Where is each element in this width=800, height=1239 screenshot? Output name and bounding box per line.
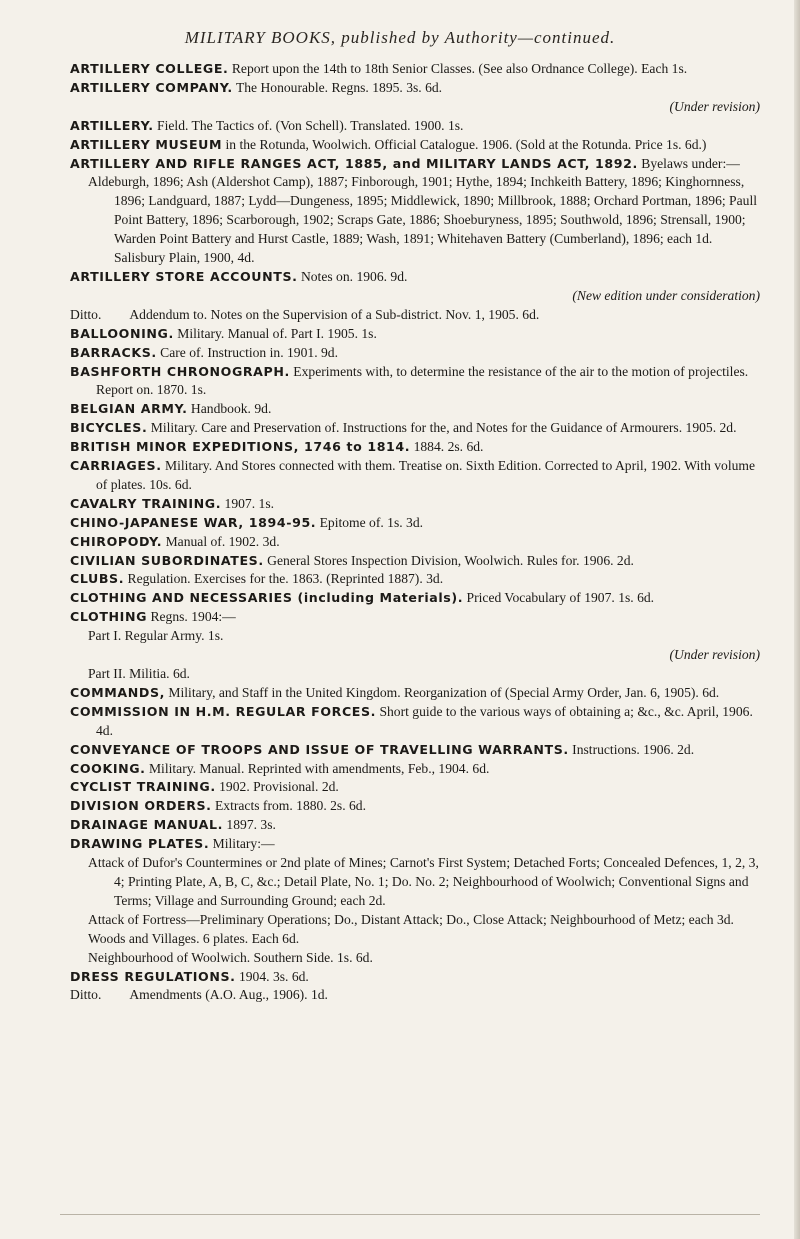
catalogue-entry bbox=[70, 400, 760, 419]
catalogue-entry bbox=[70, 760, 760, 779]
entry-text: Regulation. Exercises for the. 1863. (Reprinted 1887). 3d. bbox=[127, 571, 444, 587]
catalogue-entry bbox=[70, 684, 760, 703]
entry-heading: CAVALRY TRAINING. bbox=[70, 495, 222, 511]
entry-text: Aldeburgh, 1896; Ash (Aldershot Camp), 1887; Finborough, 1901; Hythe, 1894; Inchkeith Battery, 1896; Kinghornness, 1896; Landguard, 1887; Lydd—Dungeness, 1895; Middlewick, 1890; Millbrook, 1888; Orchard Portman, 1896; Paull Point Battery, 1896; Scarborough, 1902; Scraps Gate, 1886; Shoeburyness, 1895; Southwold, 1896; Strensall, 1900; Warden Point Battery and Hurst Castle, 1889; Wash, 1891; Whitehaven Battery (Cumberland), 1896; each 1d. Salisbury Plain, 1900, 4d. bbox=[88, 174, 757, 266]
entry-heading: ARTILLERY COMPANY. bbox=[70, 79, 233, 95]
catalogue-entry bbox=[70, 514, 760, 533]
entry-list bbox=[70, 60, 760, 1005]
sub-entry bbox=[70, 911, 760, 930]
catalogue-entry bbox=[70, 136, 760, 155]
entry-text: Woods and Villages. 6 plates. Each 6d. bbox=[88, 930, 300, 946]
entry-text: Military:— bbox=[212, 836, 275, 852]
entry-text: Part II. Militia. 6d. bbox=[88, 666, 190, 681]
entry-heading: CLUBS. bbox=[70, 571, 125, 587]
sub-entry bbox=[70, 949, 760, 968]
entry-heading: CYCLIST TRAINING. bbox=[70, 779, 216, 795]
entry-text: Military. Manual of. Part I. 1905. 1s. bbox=[177, 325, 377, 341]
catalogue-entry bbox=[70, 589, 760, 608]
entry-text: 1884. 2s. 6d. bbox=[413, 439, 484, 455]
catalogue-entry bbox=[70, 703, 760, 741]
entry-heading: CLOTHING AND NECESSARIES (including Materials). bbox=[70, 590, 464, 606]
entry-text: Military. And Stores connected with them. Treatise on. Sixth Edition. Corrected to April, 1902. With volume of plates. 10s. 6d. bbox=[96, 458, 755, 492]
catalogue-entry bbox=[70, 155, 760, 174]
entry-heading: COMMANDS, bbox=[70, 684, 166, 700]
entry-heading: COMMISSION IN H.M. REGULAR FORCES. bbox=[70, 703, 377, 719]
entry-heading: ARTILLERY. bbox=[70, 117, 154, 133]
catalogue-entry bbox=[70, 60, 760, 79]
sub-entry bbox=[70, 627, 760, 665]
entry-heading: DRESS REGULATIONS. bbox=[70, 968, 236, 984]
entry-text: Part I. Regular Army. 1s. bbox=[88, 628, 224, 644]
entry-text: Short guide to the various ways of obtaining a; &c., &c. April, 1906. 4d. bbox=[96, 703, 753, 738]
entry-heading: CONVEYANCE OF TROOPS AND ISSUE OF TRAVELLING WARRANTS. bbox=[70, 741, 569, 757]
entry-heading: BRITISH MINOR EXPEDITIONS, 1746 to 1814. bbox=[70, 439, 411, 455]
catalogue-entry bbox=[70, 797, 760, 816]
catalogue-entry bbox=[70, 495, 760, 514]
entry-text: 1897. 3s. bbox=[226, 817, 276, 833]
entry-text: Attack of Dufor's Countermines or 2nd plate of Mines; Carnot's First System; Detached Forts; Concealed Defences, 1, 2, 3, 4; Printing Plate, A, B, C, &c.; Detail Plate, No. 1; Do. No. 2; Neighbourhood of Woolwich; Conventional Signs and Terms; Village and Surrounding Ground; each 2d. bbox=[88, 855, 759, 908]
catalogue-entry bbox=[70, 778, 760, 797]
entry-heading: CHINO-JAPANESE WAR, 1894-95. bbox=[70, 514, 317, 530]
catalogue-entry bbox=[70, 968, 760, 987]
entry-text: The Honourable. Regns. 1895. 3s. 6d. bbox=[235, 79, 443, 95]
entry-text: Regns. 1904:— bbox=[150, 609, 236, 625]
catalogue-entry bbox=[70, 117, 760, 136]
catalogue-entry bbox=[70, 986, 760, 1005]
entry-text: Military. Care and Preservation of. Instructions for the, and Notes for the Guidance of Armourers. 1905. 2d. bbox=[150, 420, 737, 436]
entry-heading: ARTILLERY AND RIFLE RANGES ACT, 1885, and MILITARY LANDS ACT, 1892. bbox=[70, 155, 638, 171]
entry-text: Priced Vocabulary of 1907. 1s. 6d. bbox=[466, 590, 655, 606]
entry-heading: BICYCLES. bbox=[70, 420, 148, 436]
entry-text: Handbook. 9d. bbox=[190, 401, 272, 417]
catalogue-entry bbox=[70, 533, 760, 552]
catalogue-entry bbox=[70, 79, 760, 117]
entry-note: (Under revision) bbox=[669, 98, 760, 114]
entry-note: (New edition under consideration) bbox=[572, 287, 760, 303]
entry-ditto: Ditto. bbox=[70, 987, 102, 1003]
catalogue-entry bbox=[70, 741, 760, 760]
running-head: MILITARY BOOKS, published by Authority—continued. bbox=[184, 28, 616, 47]
entry-text: Report upon the 14th to 18th Senior Classes. (See also Ordnance College). Each 1s. bbox=[231, 61, 688, 76]
sub-entry bbox=[70, 665, 760, 684]
catalogue-entry bbox=[70, 438, 760, 457]
entry-text: Care of. Instruction in. 1901. 9d. bbox=[160, 344, 338, 360]
catalogue-entry bbox=[70, 344, 760, 363]
catalogue-entry bbox=[70, 816, 760, 835]
entry-text: 1902. Provisional. 2d. bbox=[219, 779, 339, 795]
catalogue-entry bbox=[70, 419, 760, 438]
catalogue-entry bbox=[70, 552, 760, 571]
sub-entry bbox=[70, 930, 760, 949]
entry-text: Instructions. 1906. 2d. bbox=[572, 741, 695, 757]
sub-entry bbox=[70, 854, 760, 911]
page-bottom-edge bbox=[60, 1214, 760, 1215]
entry-text: Extracts from. 1880. 2s. 6d. bbox=[214, 798, 367, 814]
entry-heading: DRAWING PLATES. bbox=[70, 836, 210, 852]
entry-heading: CLOTHING bbox=[70, 609, 148, 625]
entry-heading: DIVISION ORDERS. bbox=[70, 798, 212, 814]
entry-note: (Under revision) bbox=[669, 647, 760, 663]
entry-ditto: Ditto. bbox=[70, 306, 102, 322]
catalogue-entry bbox=[70, 608, 760, 627]
entry-heading: ARTILLERY STORE ACCOUNTS. bbox=[70, 268, 298, 284]
entry-heading: BELGIAN ARMY. bbox=[70, 401, 188, 417]
entry-text: in the Rotunda, Woolwich. Official Catalogue. 1906. (Sold at the Rotunda. Price 1s. 6d.) bbox=[225, 136, 707, 152]
entry-text: Addendum to. Notes on the Supervision of a Sub-district. Nov. 1, 1905. 6d. bbox=[129, 306, 540, 322]
entry-text: General Stores Inspection Division, Woolwich. Rules for. 1906. 2d. bbox=[267, 552, 634, 568]
entry-heading: BARRACKS. bbox=[70, 344, 157, 360]
entry-text: Military. Manual. Reprinted with amendments, Feb., 1904. 6d. bbox=[148, 760, 490, 776]
catalogue-entry bbox=[70, 457, 760, 495]
entry-text: Military, and Staff in the United Kingdom. Reorganization of (Special Army Order, Jan. 6, 1905). 6d. bbox=[168, 684, 720, 700]
entry-text: Byelaws under:— bbox=[641, 155, 740, 171]
entry-text: Manual of. 1902. 3d. bbox=[165, 533, 280, 549]
catalogue-entry bbox=[70, 306, 760, 325]
entry-text: Experiments with, to determine the resistance of the air to the motion of projectiles. Report on. 1870. 1s. bbox=[96, 363, 749, 398]
catalogue-entry bbox=[70, 325, 760, 344]
entry-text: Epitome of. 1s. 3d. bbox=[319, 514, 424, 530]
catalogue-entry bbox=[70, 570, 760, 589]
entry-text: Amendments (A.O. Aug., 1906). 1d. bbox=[129, 987, 328, 1003]
catalogue-entry bbox=[70, 363, 760, 401]
entry-text: Attack of Fortress—Preliminary Operations; Do., Distant Attack; Do., Close Attack; Neighbourhood of Metz; each 3d. bbox=[88, 911, 734, 927]
entry-heading: ARTILLERY MUSEUM bbox=[70, 136, 223, 152]
sub-entry bbox=[70, 173, 760, 268]
entry-heading: CHIROPODY. bbox=[70, 533, 163, 549]
entry-text: Field. The Tactics of. (Von Schell). Translated. 1900. 1s. bbox=[157, 117, 464, 133]
entry-heading: BASHFORTH CHRONOGRAPH. bbox=[70, 363, 290, 379]
catalogue-entry bbox=[70, 268, 760, 306]
entry-heading: COOKING. bbox=[70, 760, 146, 776]
entry-text: 1907. 1s. bbox=[224, 495, 275, 511]
entry-text: 1904. 3s. 6d. bbox=[238, 968, 309, 984]
entry-heading: CIVILIAN SUBORDINATES. bbox=[70, 552, 264, 568]
entry-text: Neighbourhood of Woolwich. Southern Side. 1s. 6d. bbox=[88, 949, 373, 965]
entry-text: Notes on. 1906. 9d. bbox=[300, 268, 408, 284]
entry-heading: DRAINAGE MANUAL. bbox=[70, 817, 224, 833]
page-binding-edge bbox=[794, 0, 800, 1239]
entry-heading: CARRIAGES. bbox=[70, 458, 162, 474]
catalogue-entry bbox=[70, 835, 760, 854]
entry-heading: BALLOONING. bbox=[70, 325, 174, 341]
entry-heading: ARTILLERY COLLEGE. bbox=[70, 61, 229, 76]
